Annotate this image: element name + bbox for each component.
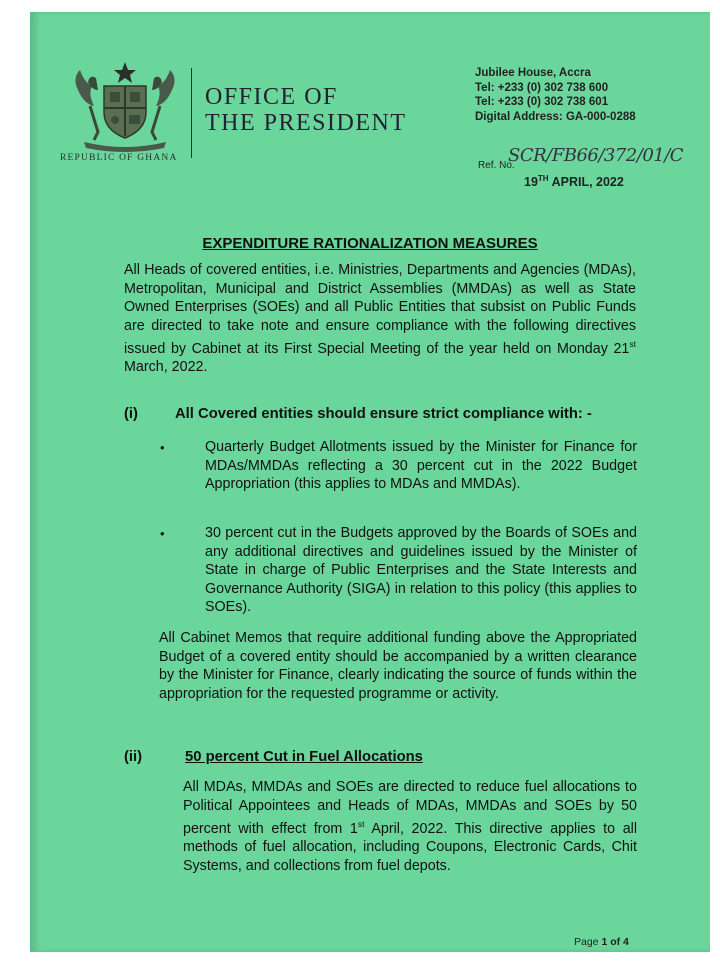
- bullet-item-soe-budget-cut: 30 percent cut in the Budgets approved by the Boards of SOEs and any additional directives and guidelines issued by the Minister of State in charge of Public Enterprises and the State Interests and Governance Authority (SIGA) in relation to this policy (this applies to SOEs).: [205, 525, 637, 615]
- office-of-the-president-title: [205, 84, 407, 136]
- page-of: of: [607, 936, 624, 948]
- contact-block: [475, 66, 636, 124]
- section-i-heading: All Covered entities should ensure strict compliance with: -: [175, 406, 592, 422]
- office-title-line1: OFFICE OF: [205, 84, 338, 110]
- document-title: EXPENDITURE RATIONALIZATION MEASURES: [202, 235, 538, 252]
- office-title-line2: THE PRESIDENT: [205, 110, 407, 136]
- fuel-allocation-paragraph: [183, 778, 637, 875]
- date-month-year: APRIL, 2022: [548, 175, 624, 190]
- intro-paragraph: [124, 261, 636, 377]
- letter-date: [524, 174, 624, 189]
- bullet-item-budget-allotments: Quarterly Budget Allotments issued by the Minister for Finance for MDAs/MMDAs reflecting a 30 percent cut in the 2022 Budget Appropriation (this applies to MDAs and MMDAs).: [205, 439, 637, 492]
- bullet-marker: •: [160, 440, 165, 455]
- fuel-text-end: April, 2022. This directive applies to all methods of fuel allocation, including Coupons, Electronic Cards, Chit Systems, and collections from fuel depots.: [183, 820, 637, 874]
- fuel-ordinal: st: [357, 819, 365, 829]
- reference-number-handwritten: SCR/FB66/372/01/C: [508, 145, 684, 166]
- bullet-marker: •: [160, 526, 165, 541]
- coat-of-arms-emblem: [70, 60, 180, 152]
- fuel-text: All MDAs, MMDAs and SOEs are directed to reduce fuel allocations to Political Appointees and Heads of MDAs, MMDAs and SOEs by 50 percent with effect from 1: [183, 779, 637, 837]
- section-ii-heading: 50 percent Cut in Fuel Allocations: [185, 749, 423, 765]
- cabinet-memo-paragraph: All Cabinet Memos that require additional funding above the Appropriated Budget of a covered entity should be accompanied by a written clearance by the Minister for Finance, clearly indicating the source of funds within the appropriation for the requested programme or activity.: [159, 630, 637, 702]
- header-divider: [191, 68, 192, 158]
- reference-label: Ref. No.: [478, 160, 515, 171]
- page-number: [574, 936, 629, 948]
- page-current: 1: [601, 936, 608, 948]
- date-day: 19: [524, 175, 538, 190]
- intro-ordinal: st: [629, 339, 636, 349]
- digital-address: Digital Address: GA-000-0288: [475, 110, 636, 123]
- page-total: 4: [623, 936, 629, 948]
- section-i-label: (i): [124, 406, 138, 422]
- tel-line-2: Tel: +233 (0) 302 738 601: [475, 96, 609, 108]
- republic-of-ghana-label: REPUBLIC OF GHANA: [60, 153, 178, 163]
- address-text: Jubilee House, Accra: [475, 67, 591, 79]
- date-ordinal: TH: [537, 174, 549, 183]
- intro-text-end: March, 2022.: [124, 359, 208, 376]
- page-prefix: Page: [574, 936, 602, 948]
- intro-text: All Heads of covered entities, i.e. Ministries, Departments and Agencies (MDAs), Metropolitan, Municipal and District Assemblies (MMDAs) as well as State Owned Enterprises (SOEs) and all Public Entities that subsist on Public Funds are directed to take note and ensure compliance with the following directives issued by Cabinet at its First Special Meeting of the year held on Monday 21: [124, 262, 636, 357]
- letter-page: [30, 12, 710, 952]
- section-ii-label: (ii): [124, 749, 143, 765]
- tel-line-1: Tel: +233 (0) 302 738 600: [475, 81, 609, 94]
